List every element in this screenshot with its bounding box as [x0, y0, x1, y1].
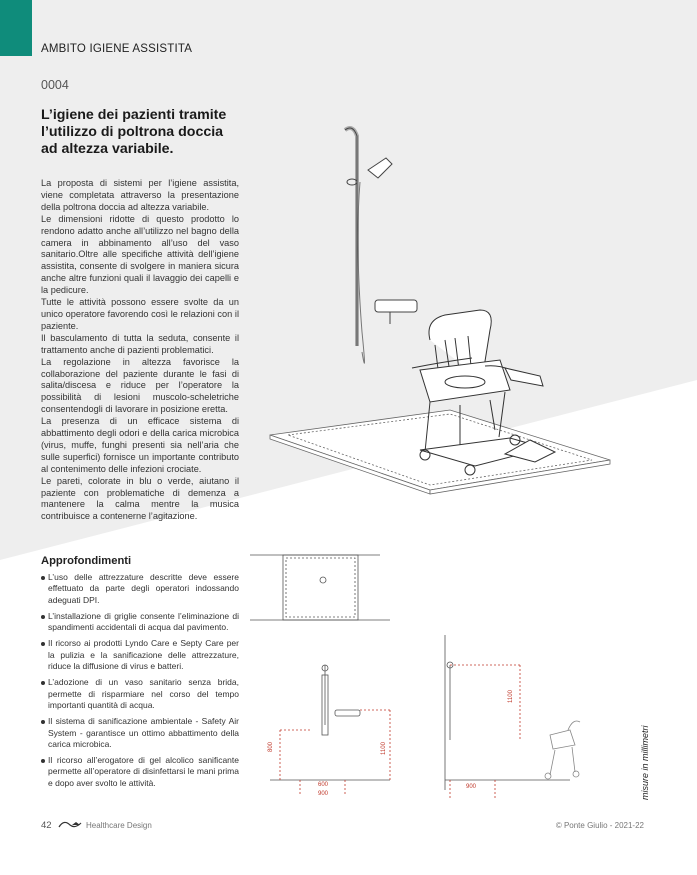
body-paragraph: La presenza di un efficace sistema di abbattimento degli odori e della carica microbica (virus, muffe, funghi presenti sia nell’aria che sulle superfici) fornisce un importante contributo al contenimento delle infezioni crociate.: [41, 416, 239, 474]
bullet-icon: [41, 681, 45, 685]
dimension-label-1100: 1100: [381, 742, 387, 755]
bullet-icon: [41, 642, 45, 646]
plan-view-icon: [250, 555, 390, 620]
section-title: AMBITO IGIENE ASSISTITA: [41, 43, 193, 55]
shower-column-icon: [345, 128, 417, 363]
front-elevation-icon: [270, 665, 390, 795]
body-paragraph: La regolazione in altezza favorisce la collaborazione del paziente durante le fasi di salita/discesa e riduce per l’operatore la possibilità di lesioni muscolo-scheletriche consentendogli di lavorare in posizione eretta.: [41, 356, 239, 415]
magazine-name: Healthcare Design: [86, 821, 152, 830]
technical-drawings: [250, 550, 650, 800]
headline-line: l’utilizzo di poltrona doccia: [41, 124, 224, 140]
page-number: 42: [41, 820, 52, 831]
dimension-label-900-side: 900: [466, 784, 477, 790]
bullet-icon: [41, 720, 45, 724]
body-paragraph: La proposta di sistemi per l’igiene assistita, viene completata attraverso la presentazione della poltrona doccia ad altezza variabile.: [41, 178, 239, 212]
insights-title: Approfondimenti: [41, 555, 132, 567]
shower-chair-icon: [412, 310, 555, 475]
copyright: © Ponte Giulio - 2021-22: [555, 821, 644, 830]
headline-line: ad altezza variabile.: [41, 141, 174, 157]
body-paragraph: Le dimensioni ridotte di questo prodotto lo rendono adatto anche all’utilizzo nel bagno della camera in abbinamento all’uso del vaso sanitario.Oltre alle specifiche attività dell’igiene assistita, consente di svolgere in maniera sicura anche altre funzioni quali il lavaggio dei capelli e la pedicure.: [41, 213, 239, 296]
insights-list: [41, 572, 239, 794]
dimension-label-1100-side: 1100: [508, 690, 514, 703]
list-item: Il sistema di sanificazione ambientale - Safety Air System - garantisce un ottimo abbattimento della carica microbica.: [41, 716, 239, 750]
body-paragraph: Tutte le attività possono essere svolte da un unico operatore favorendo così le relazioni con il paziente.: [41, 297, 239, 331]
list-item: L’adozione di un vaso sanitario senza brida, permette di risparmiare nel corso del tempo importanti quantità di acqua.: [41, 677, 239, 711]
dimension-label-900: 900: [318, 791, 329, 797]
body-paragraph: Il basculamento di tutta la seduta, consente il trattamento anche di pazienti problematici.: [41, 332, 239, 355]
body-paragraph: Le pareti, colorate in blu o verde, aiutano il paziente con problematiche di demenza a mantenere la calma mentre la musica contribuisce a contenerne l’agitazione.: [41, 475, 239, 522]
headline-line: L’igiene dei pazienti tramite: [41, 107, 227, 123]
measure-note: misure in millimetri: [640, 725, 650, 800]
list-item: L’uso delle attrezzature descritte deve essere effettuato da parte degli operatori indossando adeguati DPI.: [41, 572, 239, 606]
bullet-icon: [41, 576, 45, 580]
list-item: Il ricorso all’erogatore di gel alcolico sanificante permette all’operatore di disinfettarsi le mani prima e dopo aver svolto le attività.: [41, 755, 239, 789]
side-elevation-icon: [445, 635, 580, 798]
list-item: Il ricorso ai prodotti Lyndo Care e Septy Care per la pulizia e la sanificazione delle attrezzature, riduce la diffusione di virus e batteri.: [41, 638, 239, 672]
bullet-icon: [41, 759, 45, 763]
article-code: 0004: [41, 78, 69, 92]
ponte-giulio-logo-icon: [58, 819, 82, 829]
dimension-label-600: 600: [318, 782, 329, 788]
shower-chair-illustration: [240, 110, 697, 550]
dimension-label-800: 800: [268, 741, 274, 752]
body-text: [41, 178, 239, 523]
list-item: L’installazione di griglie consente l’eliminazione di spandimenti accidentali di acqua dal pavimento.: [41, 611, 239, 634]
bullet-icon: [41, 615, 45, 619]
section-color-tab: [0, 0, 32, 56]
